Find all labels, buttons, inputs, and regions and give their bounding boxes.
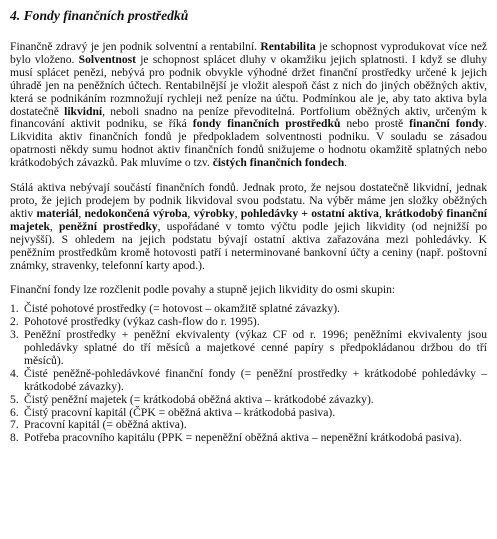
list-item: 2. Pohotové prostředky (výkaz cash-flow do r. 1995).	[10, 315, 260, 329]
bold-term: krátkodobý finanční majetek	[10, 206, 487, 233]
text-run: .	[344, 156, 348, 170]
bold-term: čistých finančních fondech	[212, 156, 345, 170]
list-item: 6. Čistý pracovní kapitál (ČPK = oběžná aktiva – krátkodobá pasiva).	[10, 405, 336, 419]
text-run: ,	[378, 206, 386, 220]
list-item: 5. Čistý peněžní majetek (= krátkodobá oběžná aktiva – krátkodobé závazky).	[10, 392, 374, 406]
list-item: 7. Pracovní kapitál (= oběžná aktiva).	[10, 418, 187, 432]
text-run: , neboli snadno na peníze převoditelná. Portfolium oběžných aktiv, určeným k financování aktivit podniku, se říká	[10, 104, 487, 131]
paragraph-list-intro: Finanční fondy lze rozčlenit podle povahy a stupně jejich likvidity do osmi skupin:	[10, 283, 396, 297]
bold-term: pohledávky + ostatní aktiva	[240, 206, 379, 220]
paragraph-solvency	[10, 41, 487, 170]
text-run: nebo prostě	[340, 117, 410, 131]
text-run: ,	[78, 206, 85, 220]
bold-term: likvidní	[64, 104, 103, 118]
paragraph-fixed-assets	[10, 182, 487, 272]
bold-term: fondy finančních prostředků	[192, 117, 341, 131]
bold-term: výrobky	[193, 206, 235, 220]
text-run: ,	[187, 206, 194, 220]
bold-term: materiál	[36, 206, 79, 220]
list-item: 4. Čisté peněžně-pohledávkové finanční fondy (= peněžní prostředky + krátkodobé pohledávky – krátkodobé závazky).	[10, 366, 487, 393]
bold-term: nedokončená výroba	[84, 206, 188, 220]
text-run: Finančně zdravý je jen podnik solventní a rentabilní.	[10, 40, 261, 53]
section-heading: 4. Fondy finančních prostředků	[10, 8, 189, 23]
fund-groups-list	[10, 303, 487, 445]
bold-term: peněžní prostředky	[58, 219, 158, 233]
bold-term: finanční fondy	[409, 117, 485, 131]
text-run: ,	[234, 206, 241, 220]
list-item: 8. Potřeba pracovního kapitálu (PPK = nepeněžní oběžná aktiva – nepeněžní krátkodobá pasiva).	[10, 431, 462, 445]
text-run: , uspořádané v tomto výčtu podle jejich likvidity (od nejnižší po nejvyšší). S ohledem na jejich podstatu bývají ostatní aktiva zařazována mezi pohledávky. K peněžním prostředkům kromě hotovosti patří i neterminované bankovní účty a ceniny (např. poštovní známky, stravenky, telefonní karty apod.).	[10, 219, 487, 272]
bold-term: Solventnost	[78, 52, 136, 66]
text-run: Stálá aktiva nebývají součástí finančních fondů. Jednak proto, že nejsou dostatečně likvidní, jednak proto, že jejich prodejem by podnik likvidoval svou podstatu. Na výběr máme jen složky oběžných aktiv	[10, 181, 487, 220]
list-item: 3. Peněžní prostředky + peněžní ekvivalenty (výkaz CF od r. 1996; peněžními ekvivalenty jsou pohledávky splatné do tří měsíců a majetkové cenné papíry s předpokládanou držbou do tří měsíců).	[10, 328, 487, 367]
text-run: je schopnost vyprodukovat více než bylo vloženo.	[10, 40, 487, 66]
bold-term: Rentabilita	[260, 40, 316, 53]
text-run: . Likvidita aktiv finančních fondů je předpokladem solventnosti podniku. V souladu se zásadou opatrnosti někdy sumu hodnot aktiv finančních fondů snižujeme o hodnotu okamžitě splatných nebo krátkodobých závazků. Pak mluvíme o tzv.	[10, 117, 487, 170]
text-run: je schopnost splácet dluhy v okamžiku jejich splatnosti. I když se dluhy musí splácet penězi, nebývá pro podnik obvykle výhodné držet finanční prostředky určené k jejich úhradě jen na peněžních účtech. Rentabilnější je vložit alespoň část z nich do jiných oběžných aktiv, která se podnikáním rozmnožují rychleji než peníze na účtu. Podmínkou ale je, aby tato aktiva byla dostatečně	[10, 52, 487, 118]
list-item: 1. Čisté pohotové prostředky (= hotovost – okamžitě splatné závazky).	[10, 302, 340, 316]
text-run: ,	[49, 219, 59, 233]
